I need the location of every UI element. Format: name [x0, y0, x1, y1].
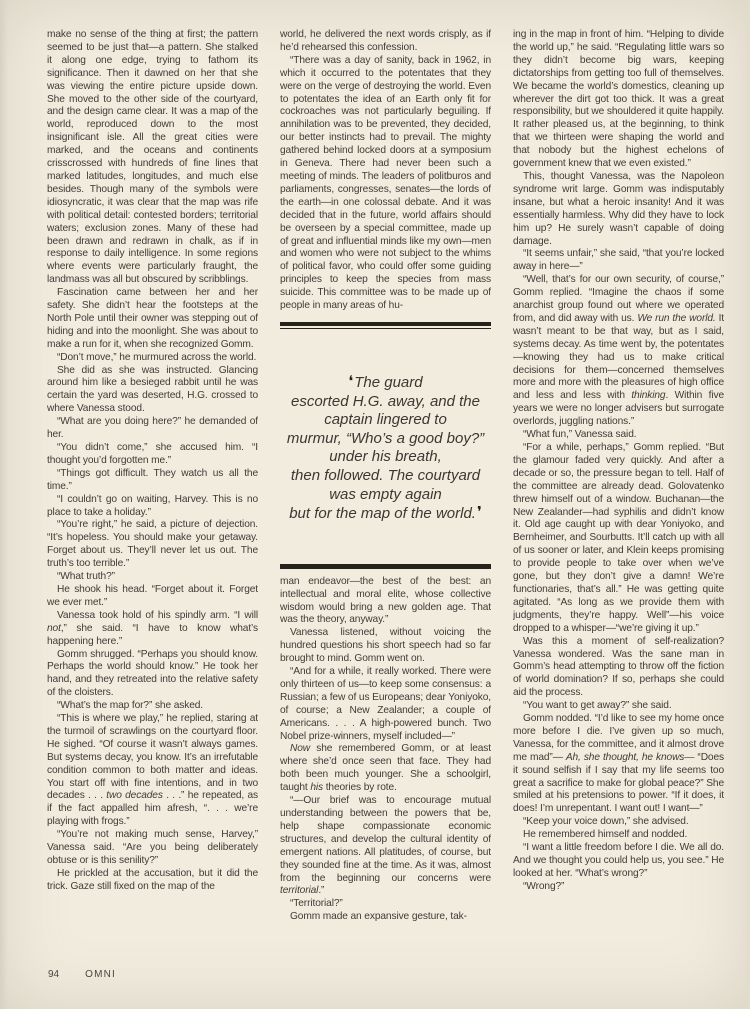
text-column-2 [280, 29, 491, 924]
text-column-3 [513, 29, 724, 924]
paragraph: She did as she was instructed. Glancing around him like a besieged rabbit until he was certain the yard was deserted, H.G. crossed to where Vanessa stood. [47, 364, 258, 415]
paragraph: “It seems unfair,” she said, “that you’re locked away in here—” [513, 248, 724, 273]
paragraph: ing in the map in front of him. “Helping to divide the world up,” he said. “Regulating little wars so they didn’t become big wars, keeping dictatorships from getting too full of themselves. We became the world’s domestics, cleaning up wherever the dirt got too thick. It was a great responsibility, but we shouldered it quite happily. It rather pleased us, at the beginning, to think that we thirteen were shaping the world and that nobody but the highest echelons of government knew that we even existed.” [513, 29, 724, 170]
pull-quote-line: then followed. The courtyard [290, 466, 481, 484]
pull-quote-text [280, 329, 491, 564]
pull-quote-line: ❛The guard [348, 371, 423, 391]
paragraph: Now she remembered Gomm, or at least where she’d once seen that face. They had both been much younger. She a schoolgirl, taught his theories by rote. [280, 743, 491, 794]
paragraph: make no sense of the thing at first; the pattern seemed to be just that—a pattern. She stalked it along one edge, trying to fathom its significance. Then it dawned on her that she was viewing the entire picture upside down. She moved to the other side of the courtyard, and the design came clear. It was a map of the world, reproduced down to the most insignificant isle. All the great cities were marked, and the oceans and continents crisscrossed with hundreds of fine lines that marked latitudes, longitudes, and much else besides. Though many of the symbols were idiosyncratic, it was clear that the map was rife with political detail: contested borders; territorial waters; exclusion zones. Many of these had been drawn and redrawn in chalk, as if in response to daily intelligence. In some regions where events were particularly fraught, the landmass was all but obscured by scribblings. [47, 29, 258, 286]
paragraph: “You’re not making much sense, Harvey,” Vanessa said. “Are you being deliberately obtuse or is this senility?” [47, 829, 258, 866]
paragraph: This, thought Vanessa, was the Napoleon syndrome writ large. Gomm was indisputably insane, but what a heroic insanity! And it was essentially harmless. Why did they have to lock him up? He surely wasn’t capable of doing damage. [513, 170, 724, 247]
text-columns [47, 29, 724, 924]
paragraph: “And for a while, it really worked. There were only thirteen of us—to keep some consensus: a Russian; a few of us Europeans; dear Yoniyoko, of course; a New Zealander; a couple of Americans. . . . A high-powered bunch. Two Nobel prize-winners, myself included—” [280, 666, 491, 742]
paragraph: Fascination came between her and her safety. She didn’t hear the footsteps at the North Pole until their owner was stepping out of hiding and into the moonlight. She was about to make a run for it, when she recognized Gomm. [47, 287, 258, 350]
paragraph: Was this a moment of self-realization? Vanessa wondered. Was the sane man in Gomm’s head attempting to throw off the fiction of world domination? If so, perhaps she could aid the process. [513, 635, 724, 699]
pull-quote-bottom-rule [280, 564, 491, 569]
close-quote-ornament: ❜ [476, 503, 482, 522]
paragraph: “I want a little freedom before I die. We all do. And we thought you could help us, you see.” He looked at her. “What’s wrong?” [513, 842, 724, 879]
pull-quote-line: escorted H.G. away, and the [291, 392, 480, 410]
pull-quote-top-rule [280, 322, 491, 326]
pull-quote-line: under his breath, [329, 448, 442, 466]
paragraph: “For a while, perhaps,” Gomm replied. “But the glamour faded very quickly. And after a decade or so, the pressure began to tell. Half of the committee are already dead. Golovatenko threw himself out of a window. Buchanan—the New Zealander—had syphilis and didn’t know it. Old age caught up with dear Yoniyoko, and Bernheimer, and Sourbutts. It’ll catch up with all of us sooner or later, and Klein keeps promising to provide people to take over when we’ve gone, but they don’t give a damn! We’re functionaries, that’s all.” He was getting quite agitated. “As long as we provide them with judgments, they’re happy. Well”—his voice dropped to a whisper—“we’re giving it up.” [513, 442, 724, 634]
paragraph: Vanessa took hold of his spindly arm. “I will not,” she said. “I have to know what’s happening here.” [47, 609, 258, 647]
paragraph: “Well, that’s for our own security, of course,” Gomm replied. “Imagine the chaos if some anarchist group found out where we operated from, and did away with us. We run the world. It wasn’t meant to be that way, but as I said, systems decay. As time went by, the potentates—knowing they had us to make critical decisions for them—concerned themselves more and more with the pleasures of high office and less and less with thinking. Within five years we were no longer advisers but surrogate overlords, juggling nations.” [513, 274, 724, 428]
paragraph: Vanessa listened, without voicing the hundred questions his short speech had so far brought to mind. Gomm went on. [280, 627, 491, 665]
paragraph: He prickled at the accusation, but it did the trick. Gaze still fixed on the map of the [47, 867, 258, 892]
paragraph: Gomm nodded. “I’d like to see my home once more before I die. I’ve given up so much, Vanessa, for the committee, and it almost drove me mad”— Ah, she thought, he knows— “Does it sound selfish if I say that my life seems too great a sacrifice to make for global peace?” She smiled at his pretensions to power. “If it does, it does! I’m unrepentant. I want out! I want—” [513, 713, 724, 815]
paragraph: “Things got difficult. They watch us all the time.” [47, 467, 258, 492]
paragraph: “This is where we play,” he replied, staring at the turmoil of scrawlings on the courtyard floor. He sighed. “Of course it wasn’t always games. But systems decay, you know. It’s an irrefutable condition common to both matter and ideas. You start off with fine intentions, and in two decades . . . two decades . . .” he repeated, as if the fact appalled him afresh, “. . . we’re playing with frogs.” [47, 713, 258, 828]
paragraph: “You didn’t come,” she accused him. “I thought you’d forgotten me.” [47, 442, 258, 466]
pull-quote-line: murmur, “Who’s a good boy?” [286, 429, 485, 447]
paragraph: “I couldn’t go on waiting, Harvey. This is no place to take a holiday.” [47, 493, 258, 518]
paragraph: man endeavor—the best of the best: an intellectual and moral elite, whose collective wisdom would bring a new golden age. That was the theory, anyway.” [280, 575, 491, 626]
paragraph: “Keep your voice down,” she advised. [523, 816, 689, 828]
paragraph: “You want to get away?” she said. [523, 700, 672, 712]
paragraph: Gomm shrugged. “Perhaps you should know. Perhaps the world should know.” He took her hand, and they retreated into the relative safety of the cloisters. [47, 648, 258, 699]
paragraph: Gomm made an expansive gesture, tak- [290, 911, 467, 923]
page-footer [48, 969, 116, 980]
paragraph: “Don’t move,” he murmured across the world. [57, 351, 257, 363]
paragraph: “What fun,” Vanessa said. [523, 429, 637, 441]
paragraph: He remembered himself and nodded. [523, 829, 688, 841]
paragraph: world, he delivered the next words crisply, as if he’d rehearsed this confession. [280, 29, 491, 53]
paragraph: “There was a day of sanity, back in 1962, in which it occurred to the potentates that they were on the verge of destroying the world. Even to potentates the idea of an Earth only fit for cockroaches was not particularly beguiling. If annihilation was to be prevented, they decided, our better instincts had to prevail. The mighty gathered behind locked doors at a symposium in Geneva. There had never been such a meeting of minds. The leaders of politburos and parliaments, congresses, senates—the lords of the earth—in one colossal debate. And it was decided that in the future, world affairs should be overseen by a special committee, made up of great and influential minds like my own—men and women who were not subject to the whims of political favor, who could offer some guiding principles to keep the species from mass suicide. This committee was to be made up of people in many areas of hu- [280, 54, 491, 312]
magazine-title: OMNI [85, 969, 117, 980]
pull-quote [280, 322, 491, 569]
open-quote-ornament: ❛ [348, 371, 354, 390]
paragraph: “What are you doing here?” he demanded of her. [47, 416, 258, 441]
paragraph: “What truth?” [57, 571, 115, 583]
paragraph: “What’s the map for?” she asked. [57, 700, 204, 712]
paragraph: He shook his head. “Forget about it. Forget we ever met.” [47, 583, 258, 608]
paragraph: “—Our brief was to encourage mutual understanding between the powers that be, help shape compassionate economic structures, and develop the cultural identity of emergent nations. All platitudes, of course, but they sounded fine at the time. As it was, almost from the beginning our concerns were territorial.” [280, 795, 491, 897]
pull-quote-line: captain lingered to [324, 411, 447, 429]
pull-quote-line: but for the map of the world.❜ [289, 503, 482, 523]
paragraph: “You’re right,” he said, a picture of dejection. “It’s hopeless. You should make your getaway. Forget about us. They’ll never let us out. The truth’s too terrible.” [47, 519, 258, 570]
pull-quote-line: was empty again [329, 485, 442, 503]
page-number: 94 [48, 969, 60, 980]
paragraph: “Wrong?” [523, 880, 565, 892]
text-column-1 [47, 29, 258, 924]
paragraph: “Territorial?” [290, 898, 343, 910]
